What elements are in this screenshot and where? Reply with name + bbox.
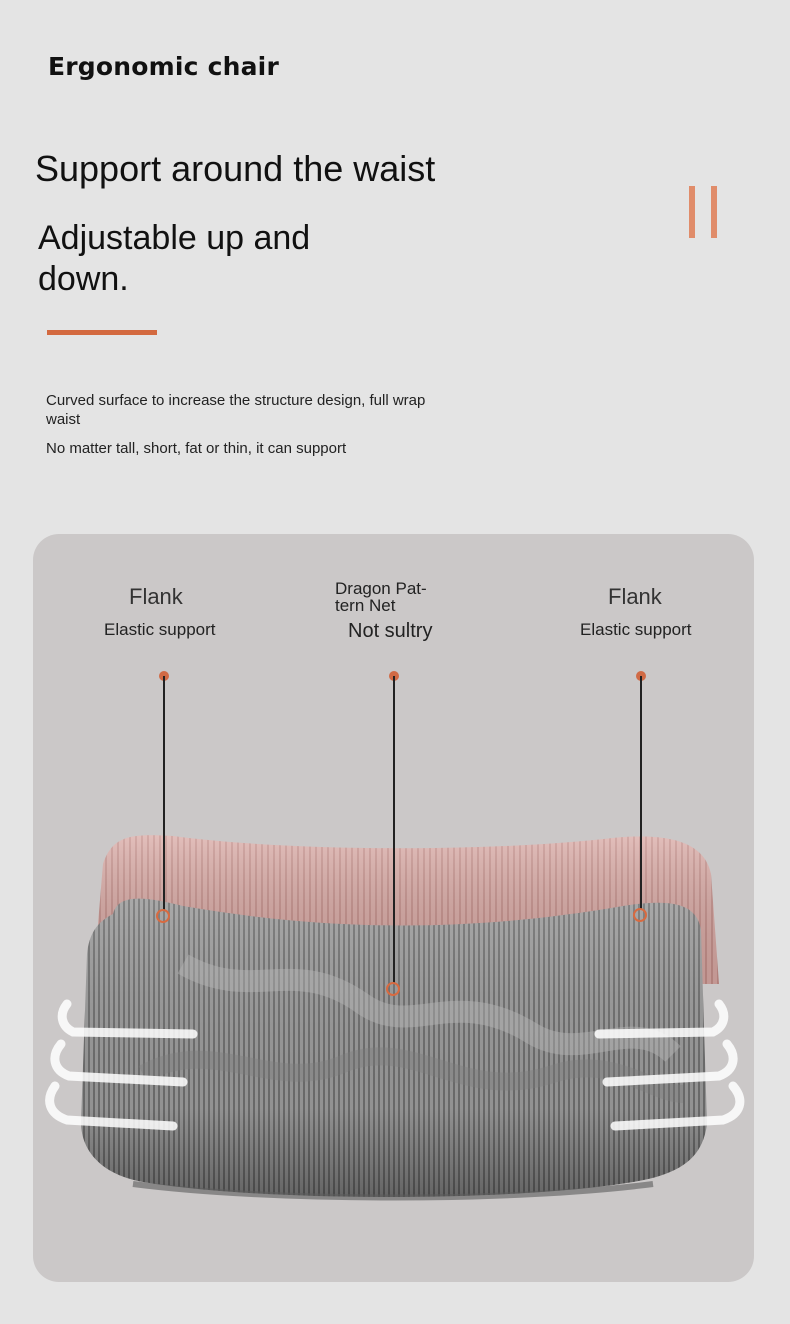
left-leader-line [163, 676, 165, 910]
left-target-ring-icon [156, 909, 170, 923]
center-callout-title: Dragon Pat-tern Net [335, 579, 427, 615]
description-line-1: Curved surface to increase the structure design, full wrap waist [46, 392, 426, 428]
product-panel [33, 534, 754, 1282]
right-leader-line [640, 676, 642, 910]
description-line-2: No matter tall, short, fat or thin, it can support [46, 440, 347, 457]
center-leader-line [393, 676, 395, 984]
right-target-ring-icon [633, 908, 647, 922]
brand-title: Ergonomic chair [48, 52, 279, 81]
left-callout-title: Flank [129, 584, 183, 609]
center-callout-subtitle: Not sultry [348, 620, 433, 642]
center-target-ring-icon [386, 982, 400, 996]
subheadline: Adjustable up and down. [38, 219, 311, 298]
headline: Support around the waist [35, 148, 436, 189]
left-callout-subtitle: Elastic support [104, 620, 216, 639]
accent-divider [47, 330, 157, 335]
right-callout-title: Flank [608, 584, 662, 609]
right-callout-subtitle: Elastic support [580, 620, 692, 639]
